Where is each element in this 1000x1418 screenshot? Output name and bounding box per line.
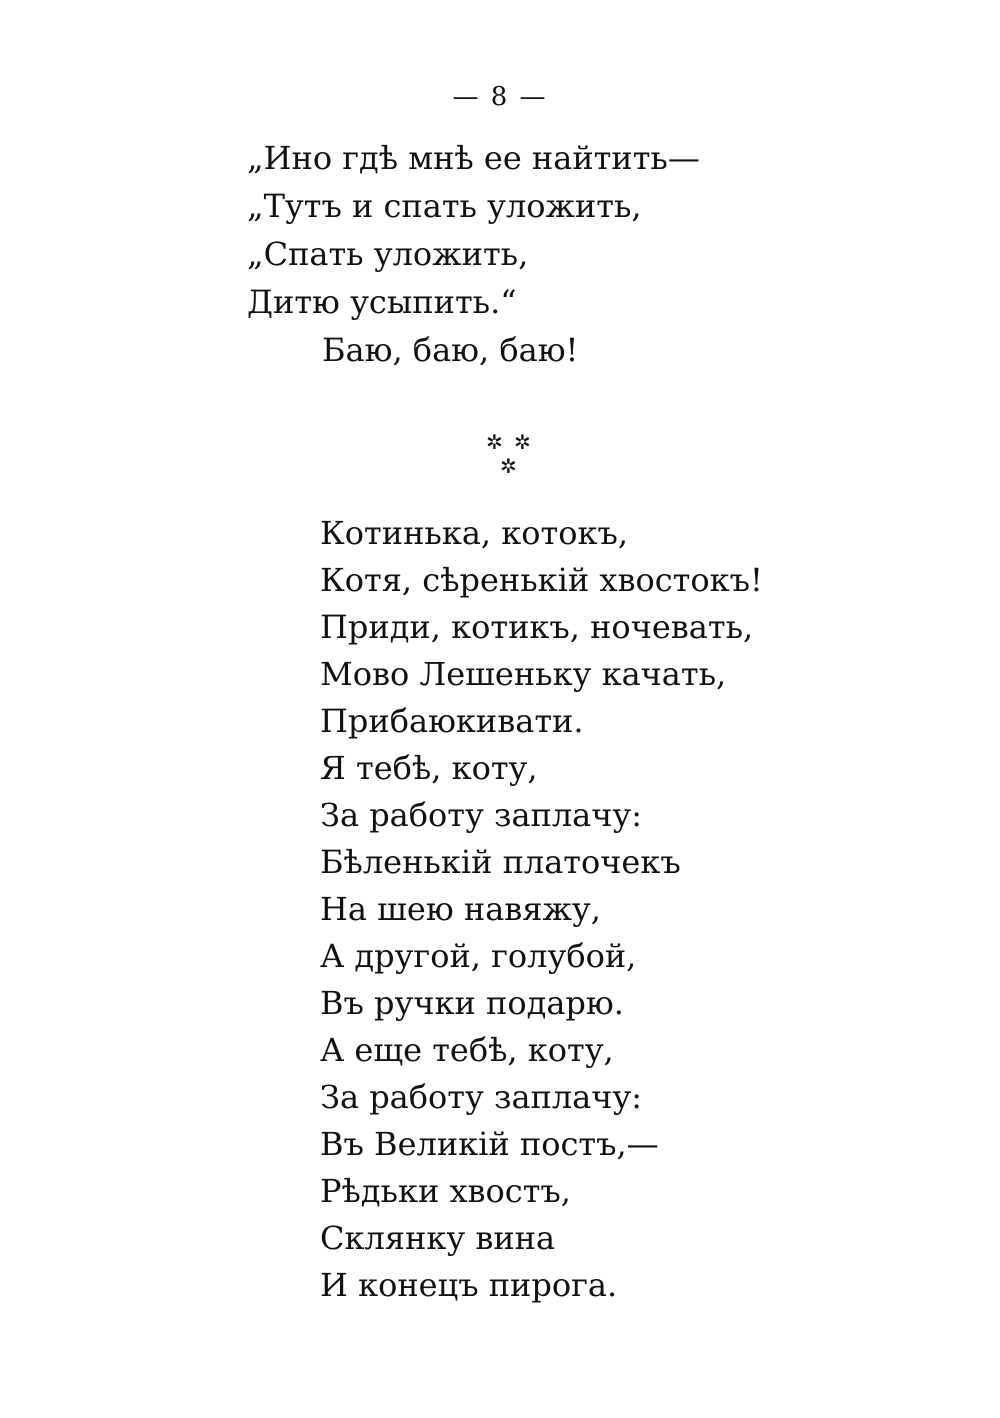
- verse-line: Мово Лешеньку качать,: [320, 655, 727, 693]
- verse-line: А другой, голубой,: [320, 937, 637, 975]
- verse-line: „Спать уложить,: [247, 235, 529, 273]
- stanza-2: [320, 510, 763, 1309]
- verse-line: А еще тебѣ, коту,: [320, 1031, 614, 1069]
- asterisk-icon: ✲: [514, 430, 531, 454]
- verse-line: Склянку вина: [320, 1219, 556, 1257]
- verse-line: Въ Великій постъ,—: [320, 1125, 659, 1163]
- verse-line: „Тутъ и спать уложить,: [247, 187, 642, 225]
- verse-line: Бѣленькій платочекъ: [320, 843, 681, 881]
- verse-line: Дитю усыпить.“: [247, 283, 517, 321]
- verse-line: Рѣдьки хвостъ,: [320, 1172, 571, 1210]
- verse-line: За работу заплачу:: [320, 796, 643, 834]
- verse-line: Прибаюкивати.: [320, 702, 584, 740]
- verse-line: На шею навяжу,: [320, 890, 601, 928]
- verse-line: Въ ручки подарю.: [320, 984, 624, 1022]
- stanza-1: [247, 134, 700, 374]
- verse-refrain: Баю, баю, баю!: [322, 331, 579, 369]
- asterism-divider: [470, 432, 550, 482]
- verse-line: И конецъ пирога.: [320, 1266, 618, 1304]
- verse-line: Котинька, котокъ,: [320, 514, 628, 552]
- verse-line: За работу заплачу:: [320, 1078, 643, 1116]
- verse-line: Котя, сѣренькій хвостокъ!: [320, 561, 763, 599]
- verse-line: Приди, котикъ, ночевать,: [320, 608, 754, 646]
- verse-line: Я тебѣ, коту,: [320, 749, 538, 787]
- page-number: — 8 —: [452, 82, 548, 112]
- asterisk-icon: ✲: [486, 430, 503, 454]
- verse-line: „Ино гдѣ мнѣ ее найтить—: [247, 139, 700, 177]
- asterisk-icon: ✲: [500, 454, 517, 478]
